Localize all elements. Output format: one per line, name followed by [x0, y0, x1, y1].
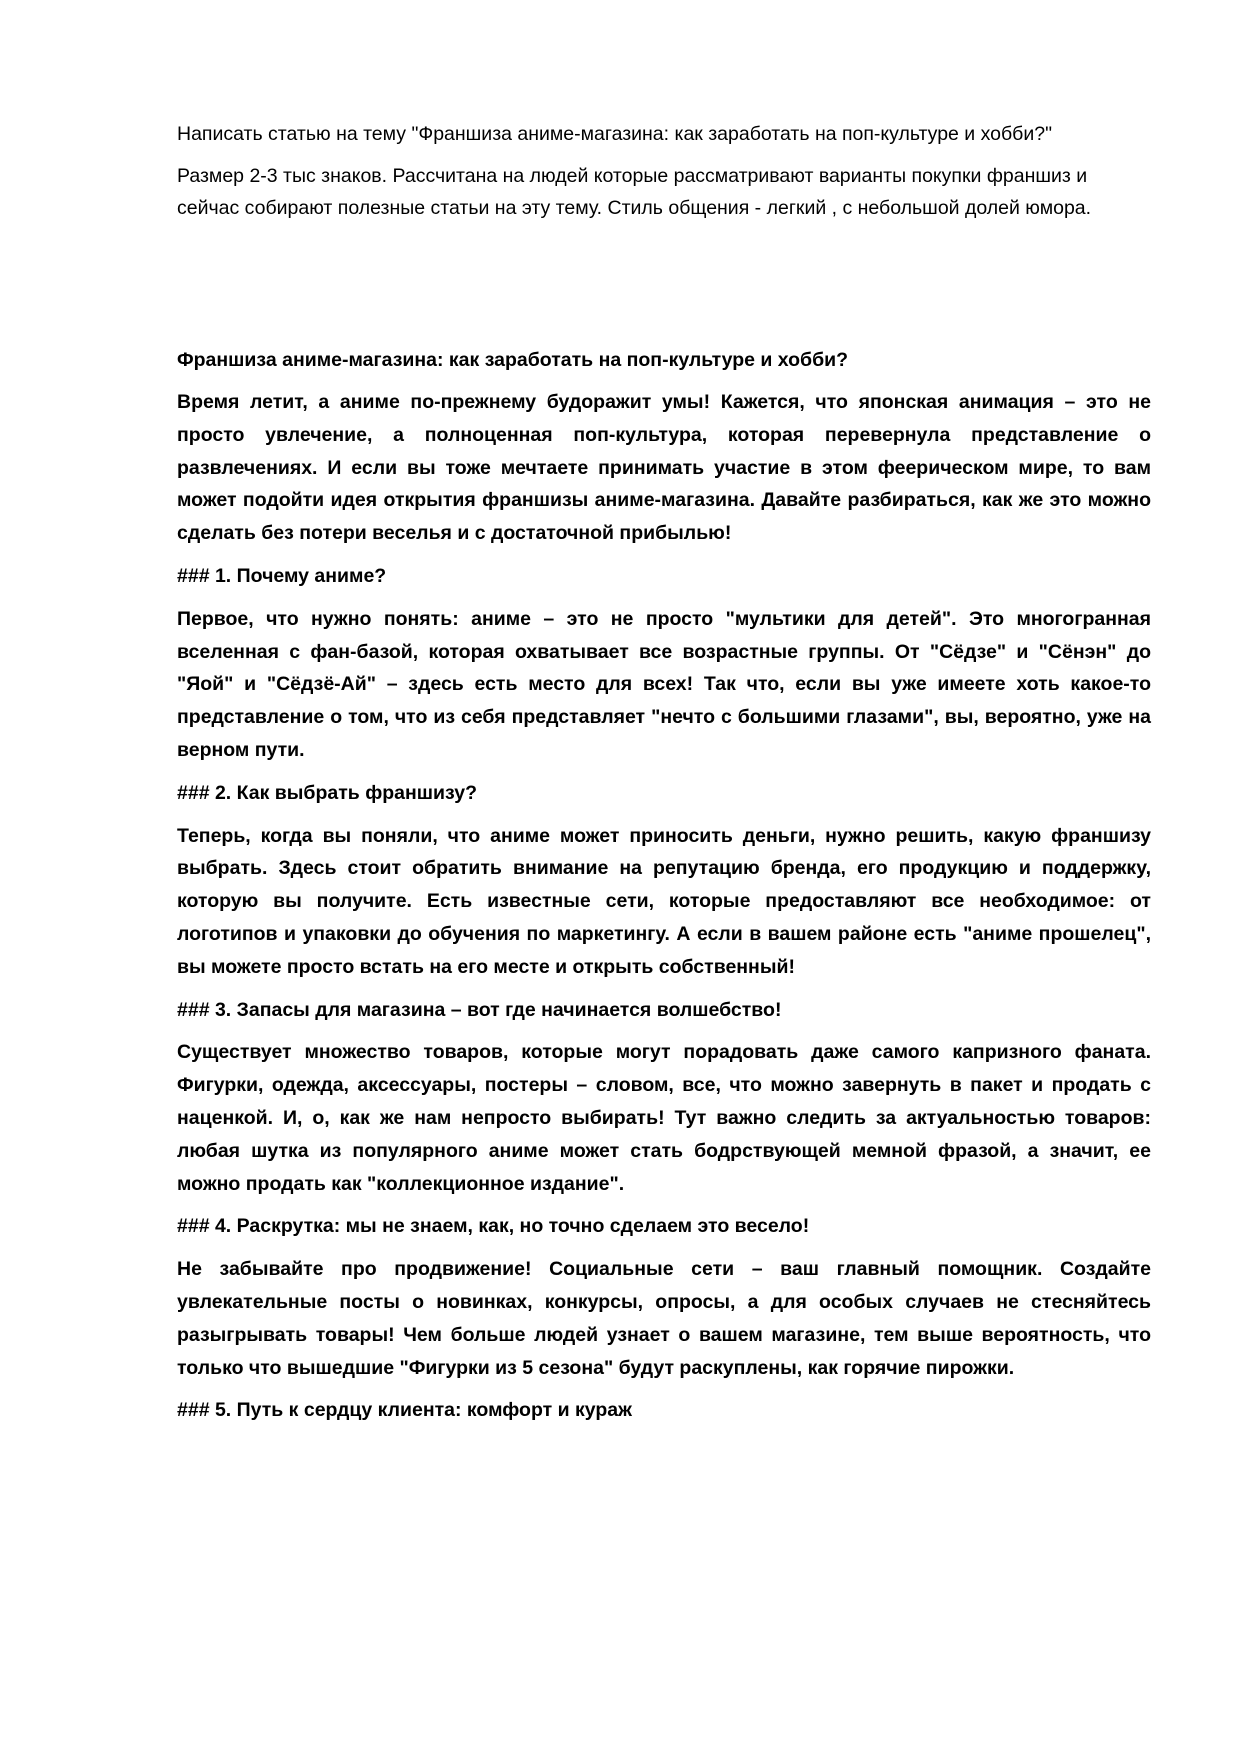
blank-space	[177, 234, 1151, 344]
section-heading-4: ### 4. Раскрутка: мы не знаем, как, но точно сделаем это весело!	[177, 1215, 810, 1238]
section-text-2: Теперь, когда вы поняли, что аниме может приносить деньги, нужно решить, какую франшизу выбрать. Здесь стоит обратить внимание на репутацию бренда, его продукцию и поддержку, которую вы получите. Есть известные сети, которые предоставляют все необходимое: от логотипов и упаковки до обучения по маркетингу. А если в вашем районе есть "аниме прошелец", вы можете просто встать на его месте и открыть собственный!	[177, 824, 1151, 978]
section-text-1: Первое, что нужно понять: аниме – это не просто "мультики для детей". Это многогранная вселенная с фан-базой, которая охватывает все возрастные группы. От "Сёдзе" и "Сёнэн" до "Яой" и "Сёдзё-Ай" – здесь есть место для всех! Так что, если вы уже имеете хоть какое-то представление о том, что из себя представляет "нечто с большими глазами", вы, вероятно, уже на верном пути.	[177, 607, 1151, 761]
article-intro: Время летит, а аниме по-прежнему будоражит умы! Кажется, что японская анимация – это не просто увлечение, а полноценная поп-культура, которая перевернула представление о развлечениях. И если вы тоже мечтаете принимать участие в этом феерическом мире, то вам может подойти идея открытия франшизы аниме-магазина. Давайте разбираться, как же это можно сделать без потери веселья и с достаточной прибылью!	[177, 391, 1151, 545]
section-heading-5: ### 5. Путь к сердцу клиента: комфорт и кураж	[177, 1399, 632, 1422]
section-text-4: Не забывайте про продвижение! Социальные сети – ваш главный помощник. Создайте увлекательные посты о новинках, конкурсы, опросы, а для особых случаев не стесняйтесь разыгрывать товары! Чем больше людей узнает о вашем магазине, тем выше вероятность, что только что вышедшие "Фигурки из 5 сезона" будут раскуплены, как горячие пирожки.	[177, 1258, 1151, 1379]
task-statement: Написать статью на тему "Франшиза аниме-магазина: как заработать на поп-культуре и хобби?"	[177, 123, 1052, 145]
article	[177, 344, 1151, 1427]
task-brief	[177, 118, 1151, 224]
section-heading-1: ### 1. Почему аниме?	[177, 564, 387, 587]
section-heading-3: ### 3. Запасы для магазина – вот где начинается волшебство!	[177, 998, 782, 1021]
section-heading-2: ### 2. Как выбрать франшизу?	[177, 781, 477, 804]
section-text-3: Существует множество товаров, которые могут порадовать даже самого капризного фаната. Фигурки, одежда, аксессуары, постеры – словом, все, что можно завернуть в пакет и продать с наценкой. И, о, как же нам непросто выбирать! Тут важно следить за актуальностью товаров: любая шутка из популярного аниме может стать бодрствующей мемной фразой, а значит, ее можно продать как "коллекционное издание".	[177, 1041, 1151, 1195]
article-title: Франшиза аниме-магазина: как заработать на поп-культуре и хобби?	[177, 349, 849, 371]
document-content	[177, 118, 1151, 1437]
task-requirements: Размер 2-3 тыс знаков. Рассчитана на людей которые рассматривают варианты покупки франшиз и сейчас собирают полезные статьи на эту тему. Стиль общения - легкий , с небольшой долей юмора.	[177, 165, 1092, 219]
